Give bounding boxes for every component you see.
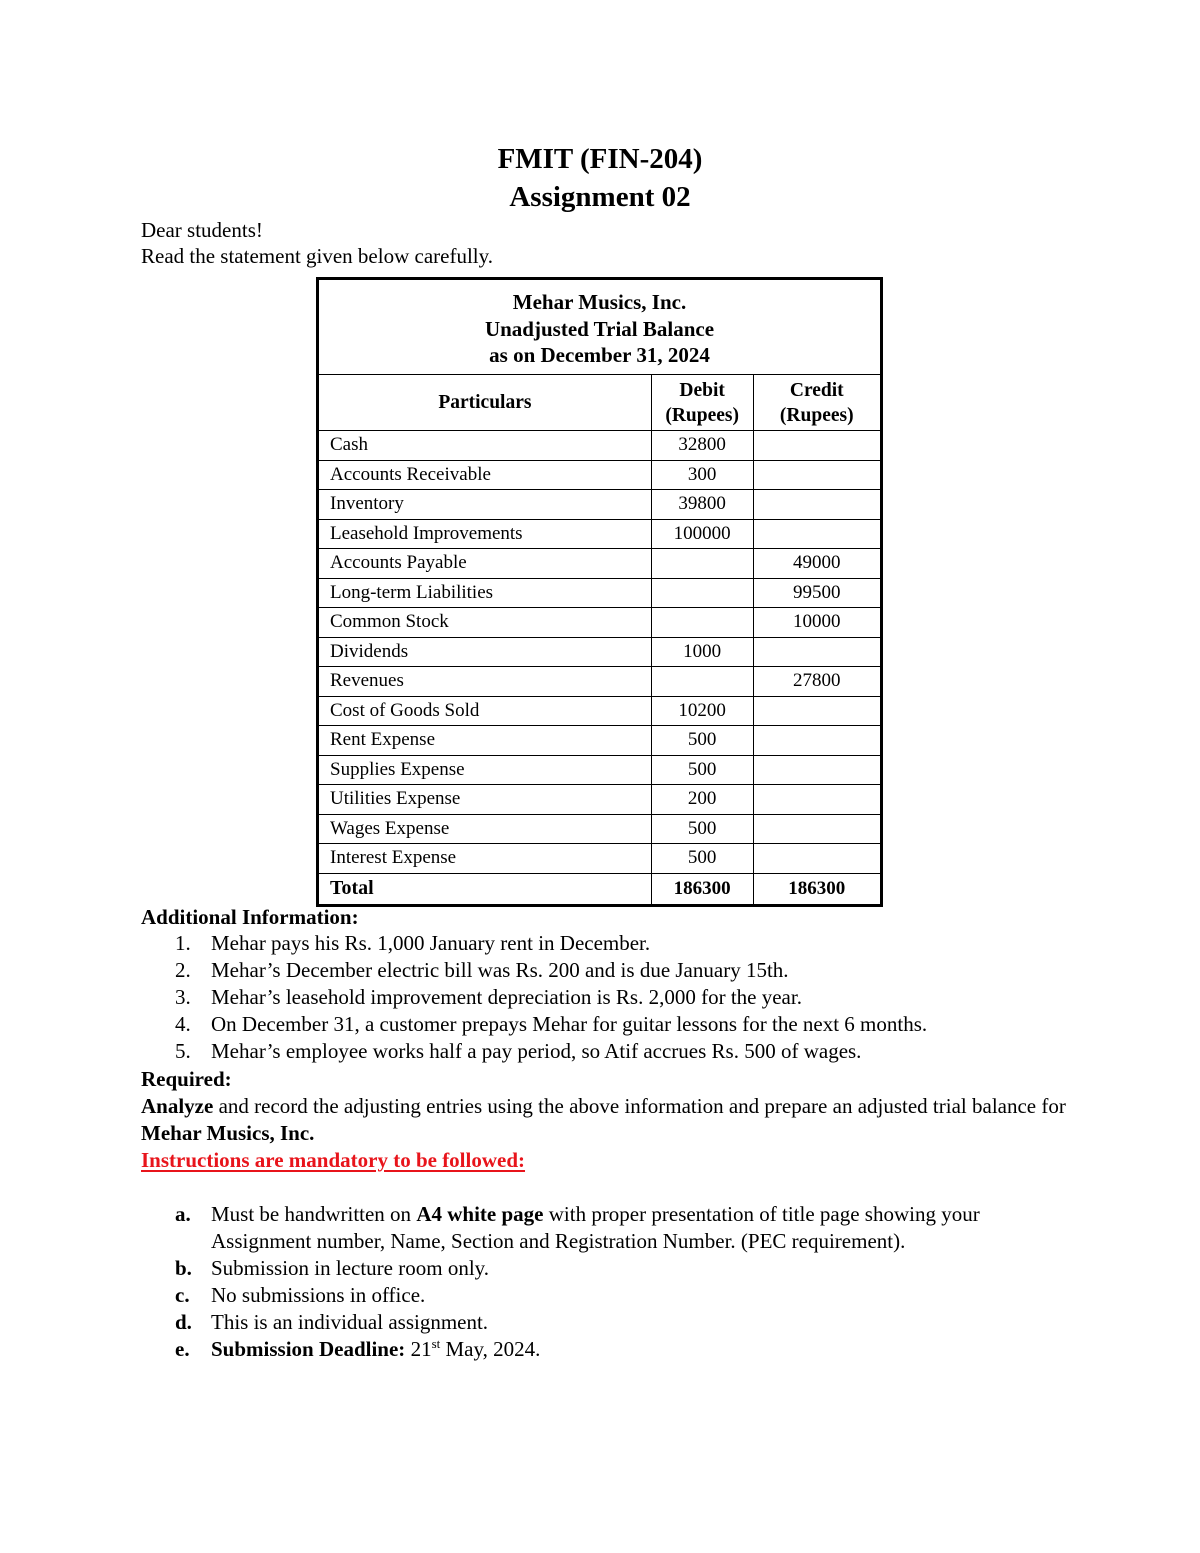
table-title-cell [318, 279, 882, 375]
debit-cell: 100000 [651, 519, 753, 549]
deadline-label: Submission Deadline: [211, 1337, 406, 1361]
credit-cell [753, 814, 881, 844]
list-item [170, 957, 1070, 984]
table-row [318, 726, 882, 756]
deadline-rest: May, 2024. [440, 1337, 541, 1361]
debit-cell [651, 667, 753, 697]
credit-cell [753, 637, 881, 667]
additional-info-list [170, 930, 1070, 1065]
list-item-text: Mehar’s employee works half a pay period, so Atif accrues Rs. 500 of wages. [211, 1039, 862, 1063]
instruction-item-c [170, 1282, 1070, 1309]
instructions-heading: Instructions are mandatory to be followed: [141, 1148, 526, 1172]
company-name: Mehar Musics, Inc. [512, 290, 687, 315]
table-row [318, 431, 882, 461]
col-header-debit-line1: Debit [679, 379, 725, 401]
table-row [318, 460, 882, 490]
table-row [318, 814, 882, 844]
instruction-item-e [170, 1336, 1070, 1363]
particular-cell: Cost of Goods Sold [318, 696, 652, 726]
debit-cell: 500 [651, 755, 753, 785]
credit-cell [753, 519, 881, 549]
debit-cell: 39800 [651, 490, 753, 520]
instruction-text: No submissions in office. [211, 1283, 426, 1307]
list-item-text: Mehar’s December electric bill was Rs. 200 and is due January 15th. [211, 958, 789, 982]
table-row [318, 637, 882, 667]
table-row [318, 844, 882, 874]
table-row [318, 696, 882, 726]
credit-cell [753, 490, 881, 520]
debit-cell: 10200 [651, 696, 753, 726]
instruction-item-b [170, 1255, 1070, 1282]
credit-cell [753, 696, 881, 726]
instruction-text: with proper presentation of title page showing your Assignment number, Name, Section and Registration Number. (PEC requirement). [211, 1202, 980, 1253]
table-row [318, 667, 882, 697]
deadline-ordinal: st [431, 1336, 441, 1351]
required-heading: Required: [141, 1067, 232, 1091]
credit-cell [753, 431, 881, 461]
list-item [170, 1011, 1070, 1038]
required-bold-lead: Analyze [141, 1094, 214, 1118]
col-header-debit [651, 375, 753, 431]
list-item [170, 1038, 1070, 1065]
debit-cell [651, 608, 753, 638]
debit-cell: 500 [651, 844, 753, 874]
credit-cell [753, 755, 881, 785]
debit-cell: 32800 [651, 431, 753, 461]
particular-cell: Revenues [318, 667, 652, 697]
debit-cell: 500 [651, 726, 753, 756]
list-item-number: 3. [175, 985, 191, 1009]
total-credit: 186300 [753, 873, 881, 905]
particular-cell: Cash [318, 431, 652, 461]
list-item-text: On December 31, a customer prepays Mehar for guitar lessons for the next 6 months. [211, 1012, 928, 1036]
col-header-credit [753, 375, 881, 431]
total-row [318, 873, 882, 905]
debit-cell [651, 578, 753, 608]
col-header-credit-line1: Credit [789, 379, 844, 401]
statement-name: Unadjusted Trial Balance [484, 316, 715, 341]
assignment-title: Assignment 02 [509, 181, 691, 213]
required-company: Mehar Musics, Inc. [141, 1121, 315, 1145]
debit-cell: 1000 [651, 637, 753, 667]
particular-cell: Inventory [318, 490, 652, 520]
table-row [318, 549, 882, 579]
table-row [318, 755, 882, 785]
credit-cell: 27800 [753, 667, 881, 697]
instruction-text: Submission in lecture room only. [211, 1256, 490, 1280]
debit-cell: 500 [651, 814, 753, 844]
total-label: Total [318, 873, 652, 905]
credit-cell [753, 460, 881, 490]
particular-cell: Rent Expense [318, 726, 652, 756]
instruction-text: Must be handwritten on [211, 1202, 417, 1226]
list-item [170, 984, 1070, 1011]
table-row [318, 578, 882, 608]
credit-cell: 49000 [753, 549, 881, 579]
particular-cell: Long-term Liabilities [318, 578, 652, 608]
instruction-bold: A4 white page [416, 1202, 544, 1226]
particular-cell: Interest Expense [318, 844, 652, 874]
instruction-marker: d. [175, 1310, 192, 1334]
col-header-credit-line2: (Rupees) [779, 404, 854, 426]
particular-cell: Accounts Payable [318, 549, 652, 579]
intro-instruction: Read the statement given below carefully. [141, 244, 494, 268]
debit-cell: 200 [651, 785, 753, 815]
col-header-particulars-label: Particulars [438, 392, 532, 413]
instruction-marker: c. [175, 1283, 190, 1307]
table-body [318, 431, 882, 874]
table-row [318, 490, 882, 520]
deadline-day: 21 [405, 1337, 432, 1361]
instruction-item-a [170, 1201, 1070, 1255]
particular-cell: Wages Expense [318, 814, 652, 844]
instruction-marker: a. [175, 1202, 191, 1226]
instruction-marker: e. [175, 1337, 190, 1361]
list-item-number: 5. [175, 1039, 191, 1063]
course-title: FMIT (FIN-204) [497, 143, 703, 175]
table-row [318, 608, 882, 638]
required-body: and record the adjusting entries using the above information and prepare an adjusted trial balance for [213, 1094, 1066, 1118]
table-row [318, 519, 882, 549]
list-item-text: Mehar pays his Rs. 1,000 January rent in December. [211, 931, 651, 955]
particular-cell: Common Stock [318, 608, 652, 638]
instruction-marker: b. [175, 1256, 192, 1280]
particular-cell: Utilities Expense [318, 785, 652, 815]
greeting: Dear students! [141, 218, 263, 242]
credit-cell [753, 785, 881, 815]
credit-cell: 10000 [753, 608, 881, 638]
total-debit: 186300 [651, 873, 753, 905]
credit-cell: 99500 [753, 578, 881, 608]
particular-cell: Accounts Receivable [318, 460, 652, 490]
particular-cell: Dividends [318, 637, 652, 667]
table-row [318, 785, 882, 815]
particular-cell: Leasehold Improvements [318, 519, 652, 549]
list-item-text: Mehar’s leasehold improvement depreciation is Rs. 2,000 for the year. [211, 985, 802, 1009]
instruction-item-d [170, 1309, 1070, 1336]
list-item-number: 2. [175, 958, 191, 982]
statement-date: as on December 31, 2024 [489, 343, 710, 368]
list-item-number: 4. [175, 1012, 191, 1036]
col-header-particulars [318, 375, 652, 431]
list-item-number: 1. [175, 931, 191, 955]
instructions-list [170, 1201, 1070, 1363]
credit-cell [753, 844, 881, 874]
instruction-text: This is an individual assignment. [211, 1310, 489, 1334]
list-item [170, 930, 1070, 957]
col-header-debit-line2: (Rupees) [665, 404, 739, 426]
particular-cell: Supplies Expense [318, 755, 652, 785]
additional-info-heading: Additional Information: [141, 905, 359, 929]
debit-cell: 300 [651, 460, 753, 490]
debit-cell [651, 549, 753, 579]
credit-cell [753, 726, 881, 756]
trial-balance-table [316, 277, 883, 907]
required-text [141, 1093, 1081, 1147]
